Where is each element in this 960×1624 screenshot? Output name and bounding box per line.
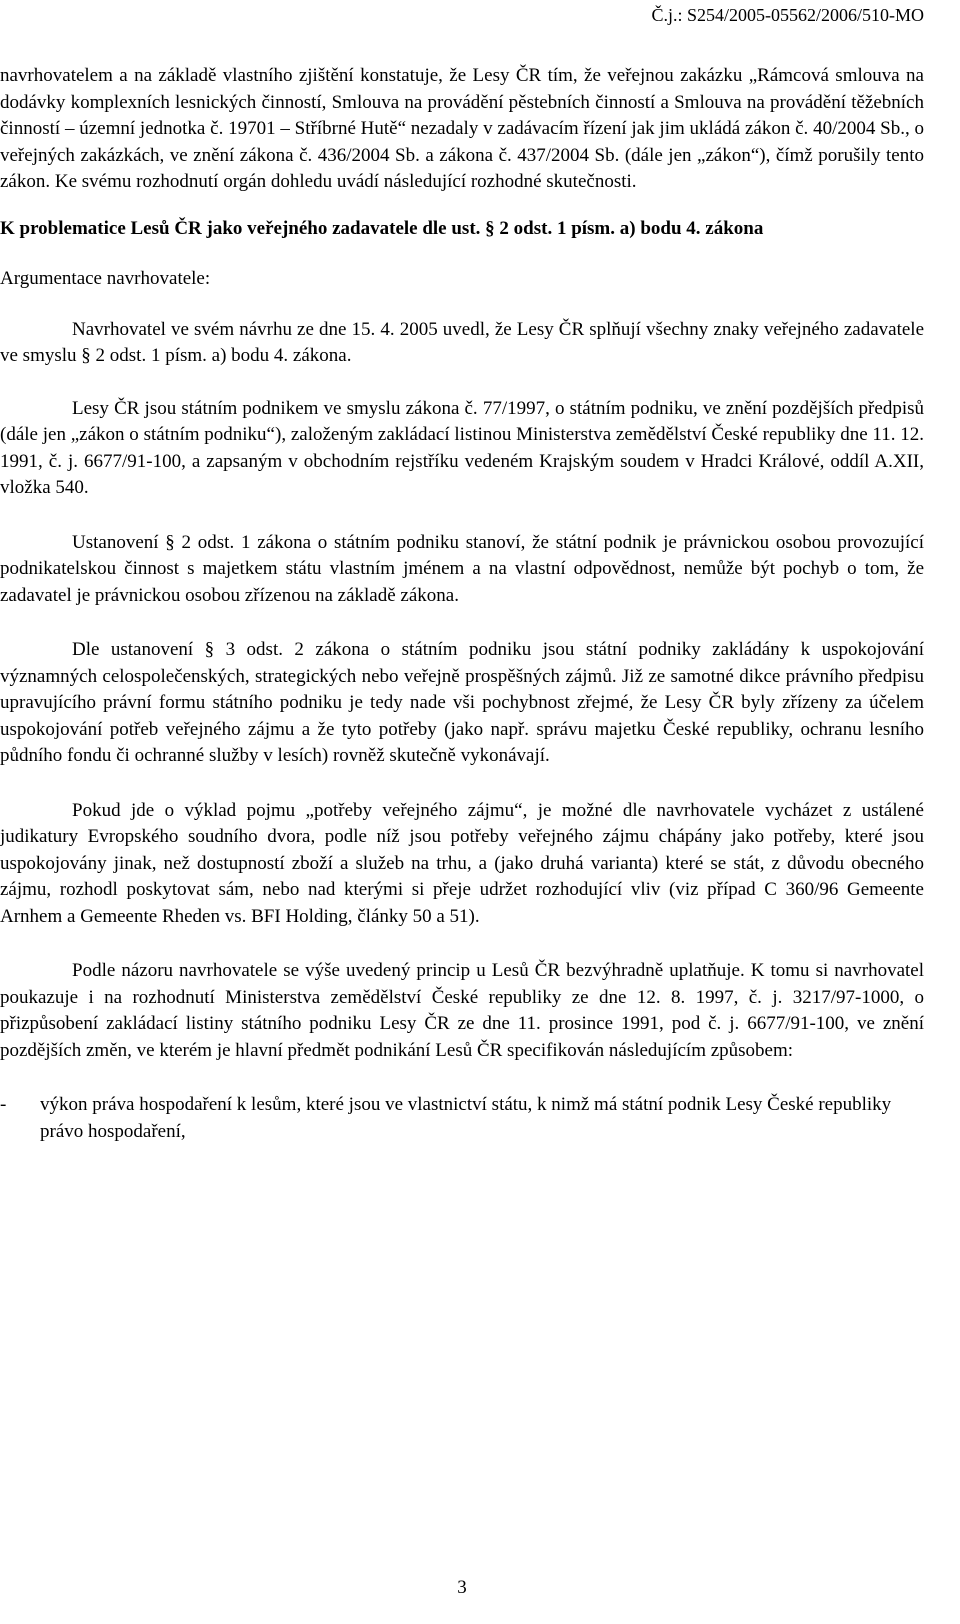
document-body: [0, 63, 924, 1145]
paragraph-4: Ustanovení § 2 odst. 1 zákona o státním podniku stanoví, že státní podnik je právnickou osobou provozující podnikatelskou činnost s majetkem státu vlastním jménem a na vlastní odpovědnost, nemůže být pochyb o tom, že zadavatel je právnickou osobou zřízenou na základě zákona.: [0, 531, 924, 606]
list-dash: -: [0, 1094, 7, 1115]
list-item: [0, 1092, 924, 1145]
paragraph-5: Dle ustanovení § 3 odst. 2 zákona o státním podniku jsou státní podniky zakládány k uspokojování významných celospolečenských, strategických nebo veřejně prospěšných zájmů. Již ze samotné dikce právního předpisu upravujícího právní formu státního podniku je tedy nade vši pochybnost zřejmé, že Lesy ČR byly zřízeny za účelem uspokojování potřeb veřejného zájmu a že tyto potřeby (jako např. správu majetku České republiky, ochranu lesního půdního fondu či ochranné služby v lesích) rovněž skutečně vykonávají.: [0, 639, 924, 766]
list-item-text: výkon práva hospodaření k lesům, které jsou ve vlastnictví státu, k nimž má státní podnik Lesy České republiky právo hospodaření,: [40, 1094, 892, 1142]
section-subheading: Argumentace navrhovatele:: [0, 268, 211, 289]
paragraph-7: Podle názoru navrhovatele se výše uvedený princip u Lesů ČR bezvýhradně uplatňuje. K tomu si navrhovatel poukazuje i na rozhodnutí Ministerstva zemědělství České republiky ze dne 12. 8. 1997, č. j. 3217/97-1000, o přizpůsobení zakládací listiny státního podniku Lesy ČR ze dne 11. prosince 1991, pod č. j. 6677/91-100, ve znění pozdějších změn, ve kterém je hlavní předmět podnikání Lesů ČR specifikován následujícím způsobem:: [0, 960, 924, 1061]
section-heading: K problematice Lesů ČR jako veřejného zadavatele dle ust. § 2 odst. 1 písm. a) bodu 4. zákona: [0, 217, 764, 239]
document-reference: Č.j.: S254/2005-05562/2006/510-MO: [651, 5, 924, 25]
page-number: 3: [457, 1577, 467, 1598]
paragraph-3: Lesy ČR jsou státním podnikem ve smyslu zákona č. 77/1997, o státním podniku, ve znění pozdějších předpisů (dále jen „zákon o státním podniku“), založeným zakládací listinou Ministerstva zemědělství České republiky dne 11. 12. 1991, č. j. 6677/91-100, a zapsaným v obchodním rejstříku vedeném Krajským soudem v Hradci Králové, oddíl A.XII, vložka 540.: [0, 397, 924, 498]
paragraph-intro: navrhovatelem a na základě vlastního zjištění konstatuje, že Lesy ČR tím, že veřejnou zakázku „Rámcová smlouva na dodávky komplexních lesnických činností, Smlouva na provádění pěstebních činností a Smlouva na provádění těžebních činností – územní jednotka č. 19701 – Stříbrné Hutě“ nezadaly v zadávacím řízení jak jim ukládá zákon č. 40/2004 Sb., o veřejných zakázkách, ve znění zákona č. 436/2004 Sb. a zákona č. 437/2004 Sb. (dále jen „zákon“), čímž porušily tento zákon. Ke svému rozhodnutí orgán dohledu uvádí následující rozhodné skutečnosti.: [0, 65, 924, 192]
paragraph-6: Pokud jde o výklad pojmu „potřeby veřejného zájmu“, je možné dle navrhovatele vycházet z ustálené judikatury Evropského soudního dvora, podle níž jsou potřeby veřejného zájmu chápány jako potřeby, které jsou uspokojovány jinak, než dostupností zboží a služeb na trhu, a (jako druhá varianta) které se stát, z důvodu obecného zájmu, rozhodl poskytovat sám, nebo nad kterými si přeje udržet rozhodující vliv (viz případ C 360/96 Gemeente Arnhem a Gemeente Rheden vs. BFI Holding, články 50 a 51).: [0, 799, 924, 927]
paragraph-2: Navrhovatel ve svém návrhu ze dne 15. 4. 2005 uvedl, že Lesy ČR splňují všechny znaky veřejného zadavatele ve smyslu § 2 odst. 1 písm. a) bodu 4. zákona.: [0, 318, 924, 366]
